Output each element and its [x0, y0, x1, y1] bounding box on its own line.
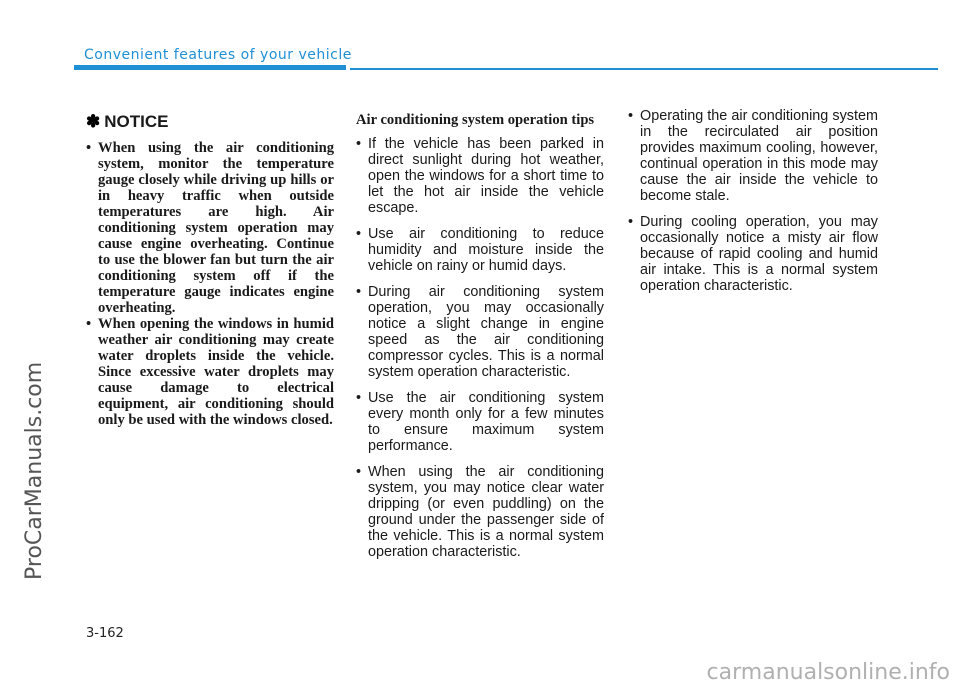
list-item — [356, 464, 604, 560]
tip-text: During cooling operation, you may occasionally notice a misty air flow because of rapid cooling and humid air intake. This is a normal system operation characteristic. — [640, 214, 878, 294]
tip-text: If the vehicle has been parked in direct sunlight during hot weather, open the windows for a short time to let the hot air inside the vehicle escape. — [368, 136, 604, 216]
notice-heading — [86, 112, 334, 132]
tips-list — [356, 136, 604, 560]
list-item — [356, 390, 604, 454]
header-rule-thin — [350, 68, 938, 70]
list-item — [628, 108, 878, 204]
column-notice — [86, 108, 334, 428]
section-header-title: Convenient features of your vehicle — [84, 47, 352, 63]
list-item — [356, 136, 604, 216]
bullet-icon: • — [356, 226, 362, 242]
tip-text: During air conditioning system operation, you may occasionally notice a slight change in engine speed as the air conditioning compressor cycles. This is a normal system operation characteristic. — [368, 284, 604, 380]
tip-text: Use air conditioning to reduce humidity and moisture inside the vehicle on rainy or humid days. — [368, 226, 604, 274]
list-item — [86, 316, 334, 428]
notice-item-text: When opening the windows in humid weather air conditioning may create water droplets inside the vehicle. Since excessive water droplets may cause damage to electrical equipment, air conditioning should only be used with the windows closed. — [98, 316, 334, 428]
bullet-icon: • — [628, 214, 634, 230]
tips-heading: Air conditioning system operation tips — [356, 112, 595, 128]
tips-list-continued — [628, 108, 878, 294]
tip-text: When using the air conditioning system, you may notice clear water dripping (or even puddling) on the ground under the passenger side of the vehicle. This is a normal system operation characteristic. — [368, 464, 604, 560]
bullet-icon: • — [356, 464, 362, 480]
notice-list — [86, 140, 334, 428]
list-item — [628, 214, 878, 294]
bullet-icon: • — [86, 316, 92, 332]
page-number: 3-162 — [86, 626, 124, 641]
bullet-icon: • — [356, 284, 362, 300]
side-watermark: ProCarManuals.com — [22, 361, 47, 580]
tip-text: Use the air conditioning system every month only for a few minutes to ensure maximum system performance. — [368, 390, 604, 454]
bullet-icon: • — [628, 108, 634, 124]
header-rule-thick — [74, 65, 346, 70]
list-item — [356, 284, 604, 380]
bullet-icon: • — [86, 140, 92, 156]
list-item — [86, 140, 334, 316]
notice-star-icon: ✽ — [86, 112, 101, 131]
bullet-icon: • — [356, 390, 362, 406]
tip-text: Operating the air conditioning system in the recirculated air position provides maximum cooling, however, continual operation in this mode may cause the air inside the vehicle to become stale. — [640, 108, 878, 204]
bottom-watermark: carmanualsonline.info — [706, 660, 950, 685]
notice-item-text: When using the air conditioning system, monitor the temperature gauge closely while driving up hills or in heavy traffic when outside temperatures are high. Air conditioning system operation may cause engine overheating. Continue to use the blower fan but turn the air conditioning system off if the temperature gauge indicates engine overheating. — [98, 140, 334, 316]
column-tips — [356, 108, 604, 570]
notice-title: NOTICE — [104, 112, 169, 131]
column-tips-continued — [628, 108, 878, 304]
bullet-icon: • — [356, 136, 362, 152]
list-item — [356, 226, 604, 274]
